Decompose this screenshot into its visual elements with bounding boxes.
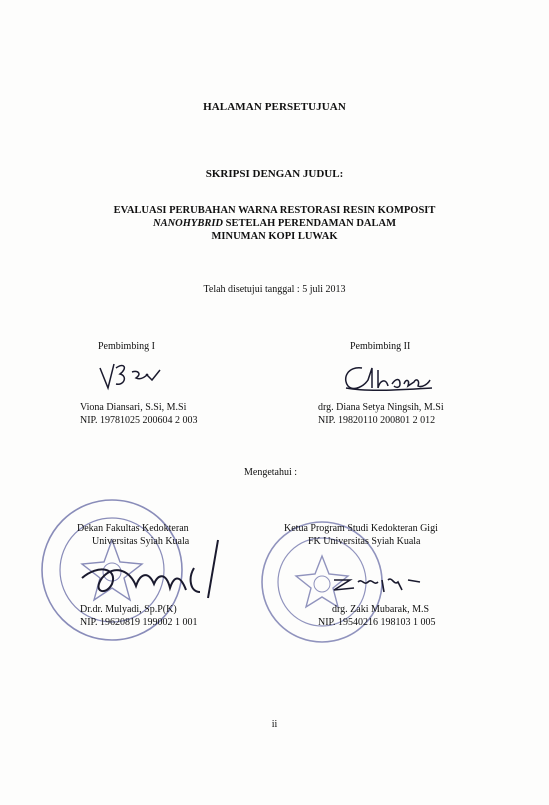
program-head-name: drg. Zaki Mubarak, M.S [332, 604, 430, 615]
dean-signature [58, 534, 238, 604]
thesis-title-line-3: MINUMAN KOPI LUWAK [211, 231, 338, 242]
program-head-nip: NIP. 19540216 198103 1 005 [318, 617, 436, 628]
thesis-title-line-2 [0, 218, 549, 229]
program-head-signature [328, 568, 428, 596]
supervisor-1-role: Pembimbing I [98, 341, 155, 352]
supervisor-2-name: drg. Diana Setya Ningsih, M.Si [318, 402, 444, 413]
acknowledged-label: Mengetahui : [244, 467, 298, 478]
approval-date: Telah disetujui tanggal : 5 juli 2013 [203, 284, 346, 295]
thesis-title-line-2-rest: SETELAH PERENDAMAN DALAM [223, 218, 396, 229]
thesis-title-line-1: EVALUASI PERUBAHAN WARNA RESTORASI RESIN KOMPOSIT [113, 205, 436, 216]
dean-name: Dr.dr. Mulyadi, Sp.P(K) [80, 604, 177, 615]
page-subheading: SKRIPSI DENGAN JUDUL: [205, 168, 344, 180]
supervisor-2-signature [338, 360, 438, 396]
supervisor-1-signature [94, 358, 174, 394]
supervisor-1-name: Viona Diansari, S.Si, M.Si [80, 402, 187, 413]
dean-role-line-1: Dekan Fakultas Kedokteran [77, 523, 189, 534]
thesis-title-italic-term: NANOHYBRID [153, 218, 224, 229]
page-heading: HALAMAN PERSETUJUAN [203, 101, 346, 113]
program-head-role-line-2: FK Universitas Syiah Kuala [308, 536, 421, 547]
supervisor-1-nip: NIP. 19781025 200604 2 003 [80, 415, 198, 426]
dean-role-line-2: Universitas Syiah Kuala [92, 536, 190, 547]
supervisor-2-nip: NIP. 19820110 200801 2 012 [318, 415, 436, 426]
dean-nip: NIP. 19620819 199002 1 001 [80, 617, 198, 628]
page-number: ii [271, 719, 278, 730]
program-head-role-line-1: Ketua Program Studi Kedokteran Gigi [284, 523, 438, 534]
supervisor-2-role: Pembimbing II [350, 341, 411, 352]
